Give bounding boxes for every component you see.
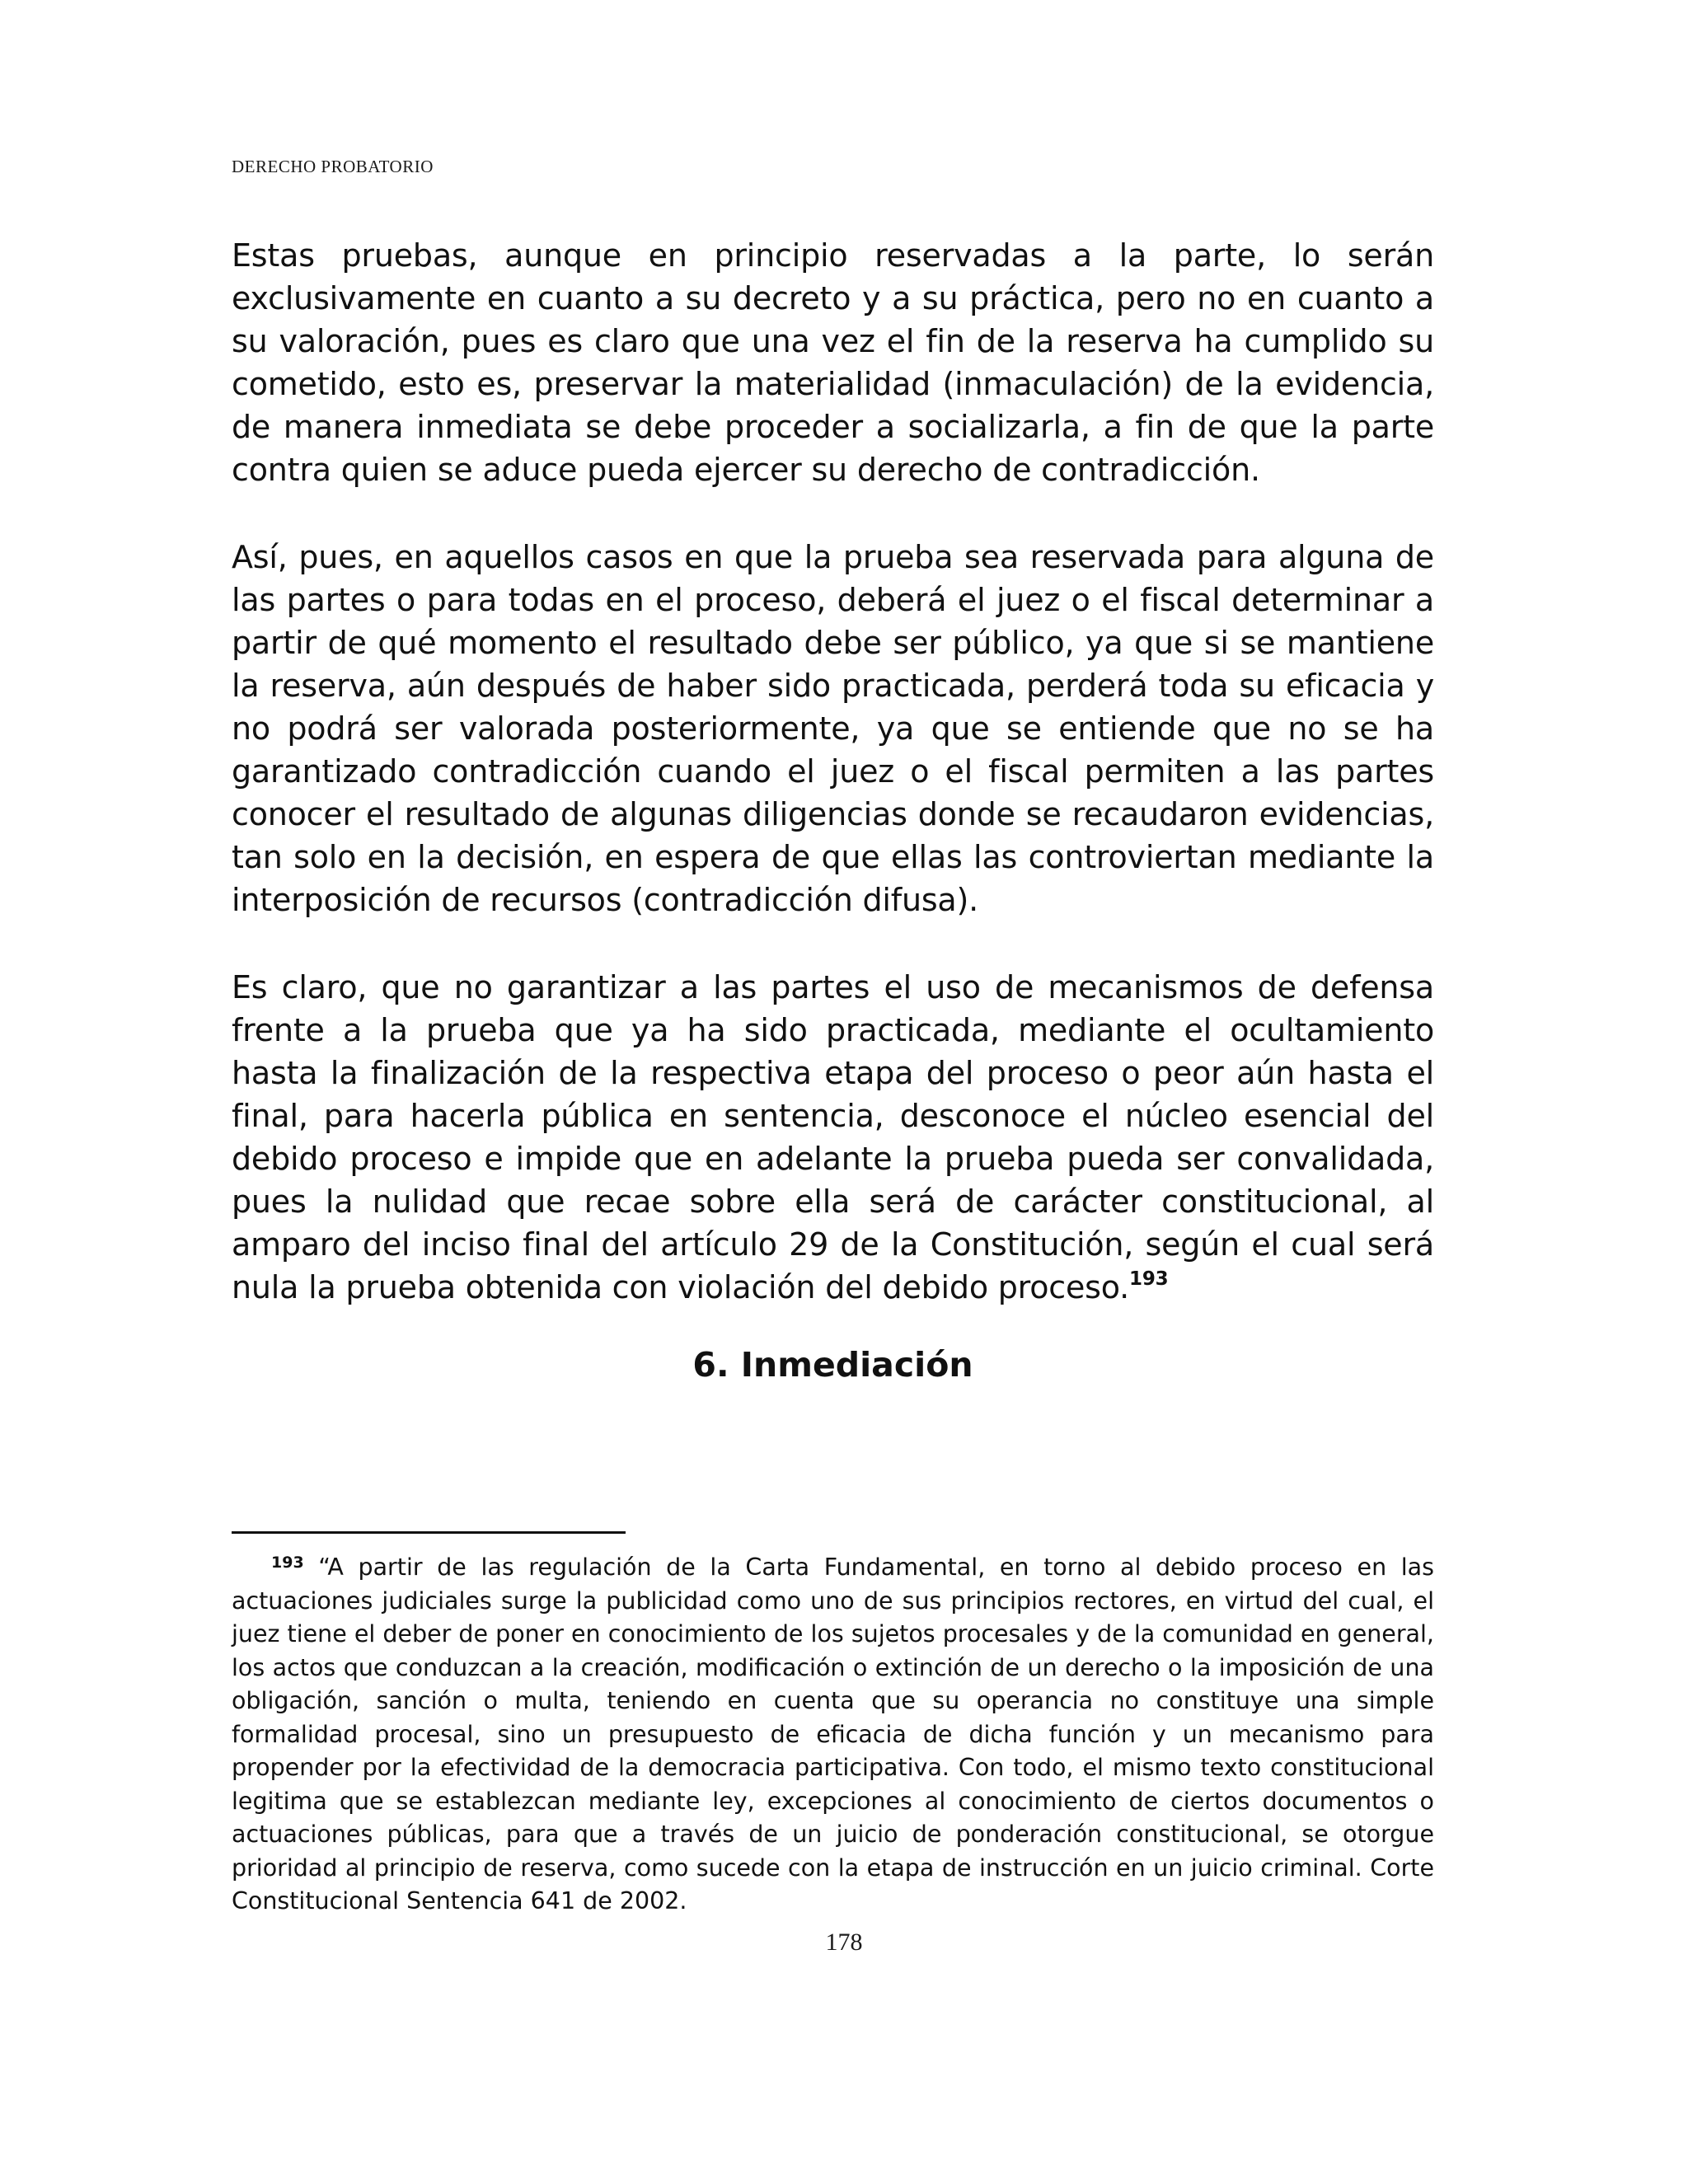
paragraph-2: Así, pues, en aquellos casos en que la prueba sea reservada para alguna de las partes o para todas en el proceso, deberá el juez o el fiscal determinar a partir de qué momento el resultado debe ser público, ya que si se mantiene la reserva, aún después de haber sido practicada, perderá toda su eficacia y no podrá ser valorada posteriormente, ya que se entiende que no se ha garantizado contradicción cuando el juez o el fiscal permiten a las partes conocer el resultado de algunas diligencias donde se recaudaron evidencias, tan solo en la decisión, en espera de que ellas las controviertan mediante la interposición de recursos (contradicción difusa). [232, 539, 1434, 918]
footnote-marker: 193 [271, 1554, 304, 1572]
running-header: DERECHO PROBATORIO [232, 157, 434, 176]
footnote-reference[interactable]: 193 [1129, 1268, 1169, 1290]
footnote [232, 1551, 1434, 1919]
footnote-divider [232, 1531, 626, 1534]
page-number: 178 [825, 1929, 863, 1956]
section-heading: 6. Inmediación [692, 1345, 973, 1385]
paragraph-1: Estas pruebas, aunque en principio reservadas a la parte, lo serán exclusivamente en cuanto a su decreto y a su práctica, pero no en cuanto a su valoración, pues es claro que una vez el fin de la reserva ha cumplido su cometido, esto es, preservar la materialidad (inmaculación) de la evidencia, de manera inmediata se debe proceder a socializarla, a fin de que la parte contra quien se aduce pueda ejercer su derecho de contradicción. [232, 237, 1434, 488]
footnote-text: “A partir de las regulación de la Carta Fundamental, en torno al debido proceso en las actuaciones judiciales surge la publicidad como uno de sus principios rectores, en virtud del cual, el juez tiene el deber de poner en conocimiento de los sujetos procesales y de la comunidad en general, los actos que conduzcan a la creación, modificación o extinción de un derecho o la imposición de una obligación, sanción o multa, teniendo en cuenta que su operancia no constituye una simple formalidad procesal, sino un presupuesto de eficacia de dicha función y un mecanismo para propender por la efectividad de la democracia participativa. Con todo, el mismo texto constitucional legitima que se establezcan mediante ley, excepciones al conocimiento de ciertos documentos o actuaciones públicas, para que a través de un juicio de ponderación constitucional, se otorgue prioridad al principio de reserva, como sucede con la etapa de instrucción en un juicio criminal. Corte Constitucional Sentencia 641 de 2002. [232, 1554, 1434, 1915]
paragraph-3 [232, 966, 1434, 1309]
paragraph-3-text: Es claro, que no garantizar a las partes el uso de mecanismos de defensa frente a la prueba que ya ha sido practicada, mediante el ocultamiento hasta la finalización de la respectiva etapa del proceso o peor aún hasta el final, para hacerla pública en sentencia, desconoce el núcleo esencial del debido proceso e impide que en adelante la prueba pueda ser convalidada, pues la nulidad que recae sobre ella será de carácter constitucional, al amparo del inciso final del artículo 29 de la Constitución, según el cual será nula la prueba obtenida con violación del debido proceso. [232, 969, 1434, 1305]
